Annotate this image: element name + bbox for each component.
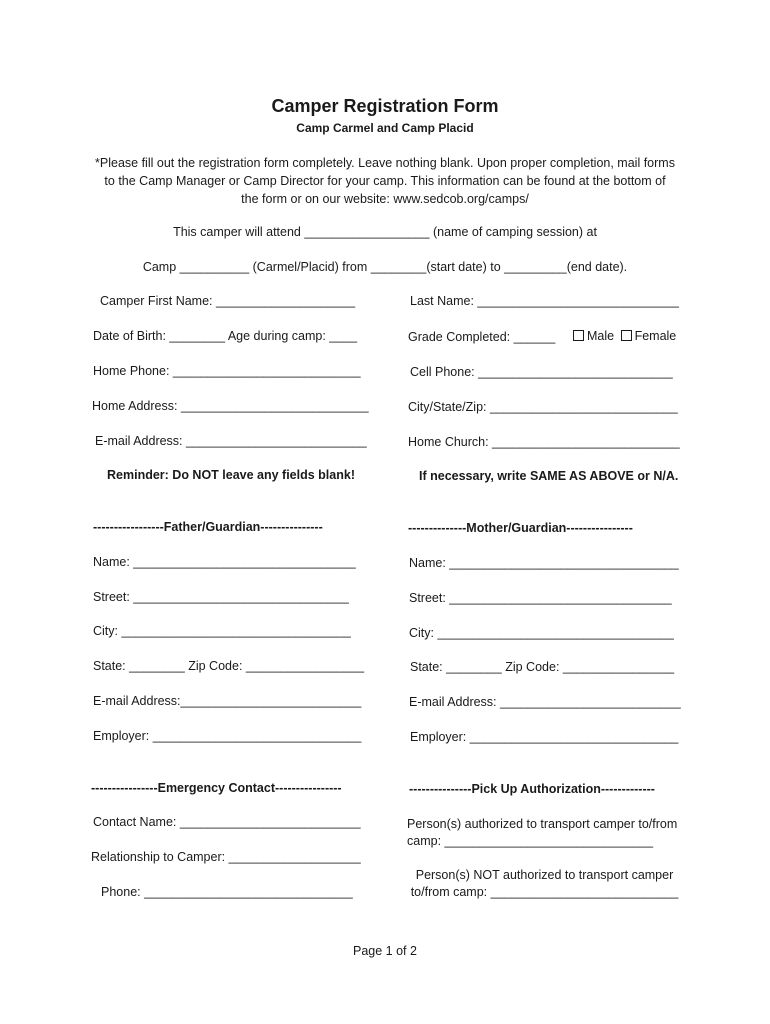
page-number: Page 1 of 2 [353, 944, 417, 958]
mother-name-field[interactable]: Name: _________________________________ [409, 556, 679, 570]
emergency-phone-field[interactable]: Phone: ______________________________ [101, 885, 353, 899]
gender-options [573, 329, 676, 343]
reminder-note: Reminder: Do NOT leave any fields blank! [107, 468, 355, 482]
mother-city-field[interactable]: City: __________________________________ [409, 626, 674, 640]
mother-state-zip-field[interactable]: State: ________ Zip Code: ________________ [410, 660, 675, 674]
pickup-authorization-header: ---------------Pick Up Authorization------------- [409, 782, 655, 796]
relationship-to-camper-field[interactable]: Relationship to Camper: ___________________ [91, 850, 361, 864]
form-subtitle: Camp Carmel and Camp Placid [296, 121, 474, 135]
grade-completed-field[interactable]: Grade Completed: ______ [408, 330, 556, 344]
same-as-above-note: If necessary, write SAME AS ABOVE or N/A. [419, 469, 679, 483]
email-address-field[interactable]: E-mail Address: __________________________ [95, 434, 367, 448]
female-label: Female [634, 329, 677, 343]
emergency-contact-name-field[interactable]: Contact Name: __________________________ [93, 815, 361, 829]
emergency-contact-header: ----------------Emergency Contact---------------- [91, 781, 342, 795]
mother-employer-field[interactable]: Employer: ______________________________ [410, 730, 679, 744]
home-church-field[interactable]: Home Church: ___________________________ [408, 435, 680, 449]
authorized-persons-field[interactable]: Person(s) authorized to transport camper to/from camp: ______________________________ [407, 817, 678, 848]
father-state-zip-field[interactable]: State: ________ Zip Code: _________________ [93, 659, 365, 673]
instructions-paragraph: *Please fill out the registration form completely. Leave nothing blank. Upon proper completion, mail forms to the Camp Manager or Camp Director for your camp. This information can be found at the bottom of the form or on our website: www.sedcob.org/camps/ [95, 156, 675, 206]
male-label: Male [587, 329, 615, 343]
father-employer-field[interactable]: Employer: ______________________________ [93, 729, 362, 743]
camp-line[interactable]: Camp __________ (Carmel/Placid) from ________(start date) to _________(end date). [142, 260, 628, 274]
mother-street-field[interactable]: Street: ________________________________ [409, 591, 672, 605]
home-address-field[interactable]: Home Address: ___________________________ [92, 399, 369, 413]
father-guardian-header: -----------------Father/Guardian--------------- [93, 520, 323, 534]
father-city-field[interactable]: City: _________________________________ [93, 624, 351, 638]
father-street-field[interactable]: Street: _______________________________ [93, 590, 349, 604]
female-checkbox[interactable] [621, 330, 632, 341]
city-state-zip-field[interactable]: City/State/Zip: ___________________________ [408, 400, 678, 414]
home-phone-field[interactable]: Home Phone: ___________________________ [93, 364, 361, 378]
cell-phone-field[interactable]: Cell Phone: ____________________________ [410, 365, 673, 379]
not-authorized-persons-field[interactable]: Person(s) NOT authorized to transport camper to/from camp: ___________________________ [410, 868, 679, 899]
father-name-field[interactable]: Name: ________________________________ [93, 555, 356, 569]
father-email-field[interactable]: E-mail Address:__________________________ [93, 694, 362, 708]
mother-guardian-header: --------------Mother/Guardian---------------- [408, 521, 633, 535]
session-line[interactable]: This camper will attend __________________ (name of camping session) at [173, 225, 597, 239]
male-checkbox[interactable] [573, 330, 584, 341]
mother-email-field[interactable]: E-mail Address: __________________________ [409, 695, 681, 709]
camper-first-name-field[interactable]: Camper First Name: ____________________ [100, 294, 356, 308]
date-of-birth-field[interactable]: Date of Birth: ________ Age during camp: ____ [93, 329, 358, 343]
form-title: Camper Registration Form [271, 96, 499, 116]
last-name-field[interactable]: Last Name: _____________________________ [410, 294, 679, 308]
